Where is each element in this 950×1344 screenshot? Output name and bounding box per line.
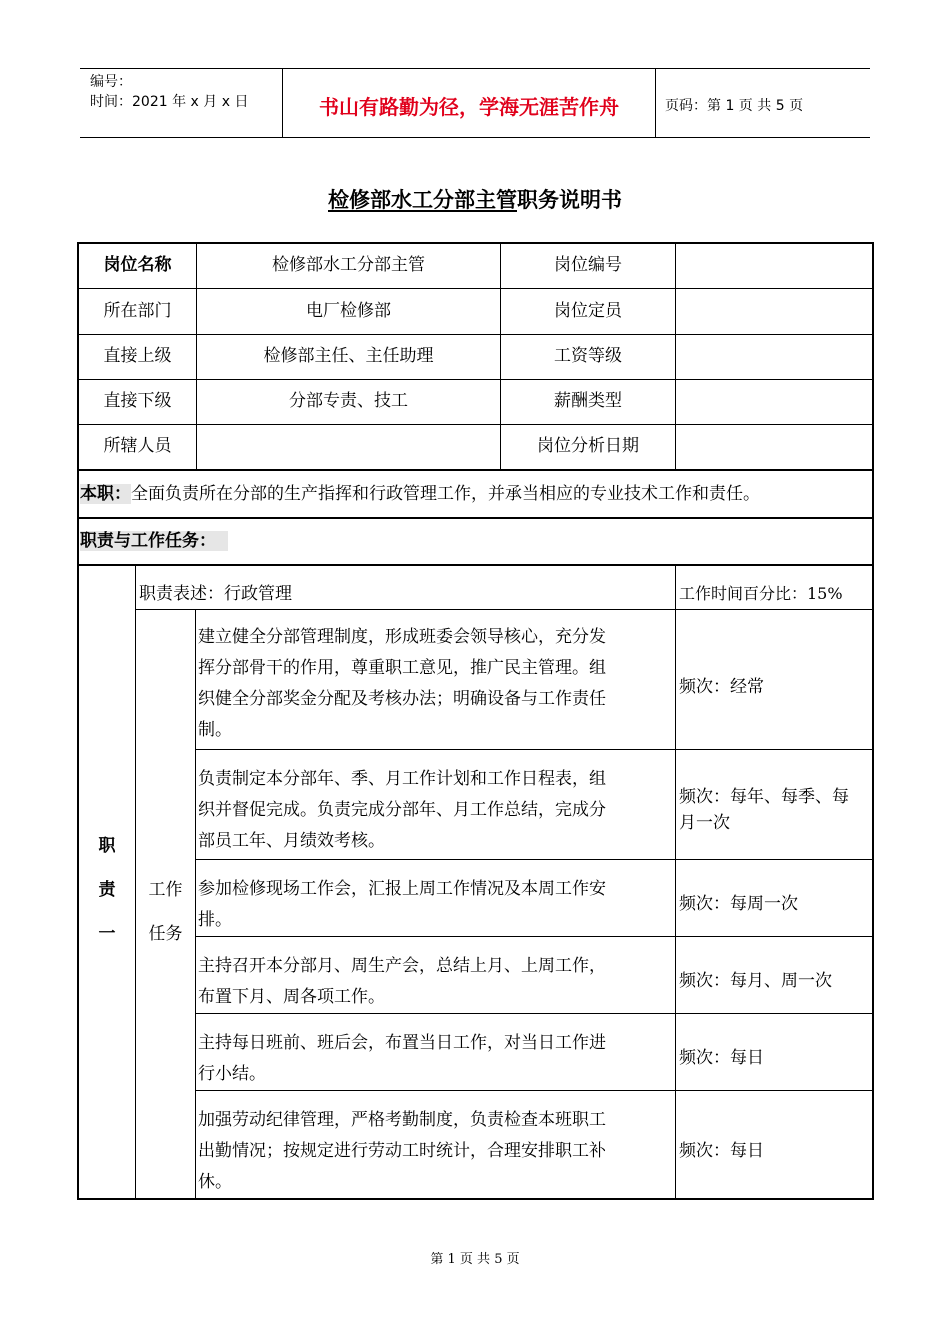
header-motto: 书山有路勤为径，学海无涯苦作舟 [319,95,619,119]
document-title [0,184,950,214]
duty-description: 职责表述：行政管理 [139,584,292,604]
header-page-number: 页码：第 1 页 共 5 页 [665,98,804,114]
duty-side-label: 一 [98,924,116,944]
info-label: 岗位分析日期 [537,436,639,456]
core-text: 全面负责所在分部的生产指挥和行政管理工作，并承当相应的专业技术工作和责任。 [131,484,760,504]
header-motto-cell [282,69,656,137]
document-number-label: 编号： [90,74,132,90]
info-label: 所在部门 [103,301,172,321]
task-text: 参加检修现场工作会，汇报上周工作情况及本周工作安 排。 [198,879,606,930]
row-divider [195,859,874,860]
info-label: 直接下级 [103,391,172,411]
info-label: 直接上级 [103,346,172,366]
row-divider [195,936,874,937]
info-label: 工资等级 [554,346,622,366]
job-description-table [77,242,874,1200]
task-frequency: 频次：每年、每季、每 月一次 [679,787,849,833]
core-responsibility [80,486,760,503]
table-left-border [77,242,79,1200]
info-label: 岗位名称 [103,255,172,275]
row-divider [195,1013,874,1014]
page-footer: 第 1 页 共 5 页 [430,1252,520,1267]
row-divider [77,517,874,519]
table-right-border [872,242,874,1200]
duty-side-label: 责 [98,880,116,900]
task-column-label: 工作 [148,880,183,900]
info-value: 电厂检修部 [306,301,391,321]
task-frequency: 频次：每日 [679,1141,764,1161]
row-divider [135,609,874,610]
info-value: 分部专责、技工 [289,391,408,411]
task-frequency: 频次：经常 [679,677,764,697]
duty-time-percent: 工作时间百分比：15% [679,584,843,603]
row-divider [195,1090,874,1091]
info-label: 薪酬类型 [554,391,622,411]
column-divider [195,610,196,1198]
duties-header-label: 职责与工作任务： [80,531,216,551]
info-label: 岗位编号 [554,255,622,275]
task-frequency: 频次：每周一次 [679,894,798,914]
document-time-label: 时间：2021 年 x 月 x 日 [90,94,249,110]
task-text: 加强劳动纪律管理，严格考勤制度，负责检查本班职工 出勤情况；按规定进行劳动工时统计，合理安排职工补 休。 [198,1110,606,1192]
row-divider [77,564,874,566]
task-frequency: 频次：每月、周一次 [679,971,832,991]
header-page-cell [655,69,870,137]
row-divider [195,749,874,750]
header-meta [80,69,282,137]
info-value: 检修部主任、主任助理 [263,346,434,366]
task-frequency: 频次：每日 [679,1048,764,1068]
info-label: 岗位定员 [554,301,622,321]
duty-side-label: 职 [98,836,116,856]
task-text: 主持召开本分部月、周生产会，总结上月、上周工作， 布置下月、周各项工作。 [198,956,606,1007]
page-header [80,68,870,138]
info-value: 检修部水工分部主管 [272,255,425,275]
task-text: 主持每日班前、班后会，布置当日工作，对当日工作进 行小结。 [198,1033,606,1084]
table-bottom-border [77,1198,874,1200]
column-divider [675,565,676,1198]
core-label: 本职： [80,484,131,504]
title-rest: 职务说明书 [517,188,622,212]
task-column-label: 任务 [148,924,183,944]
duties-header [80,533,228,550]
task-text: 负责制定本分部年、季、月工作计划和工作日程表，组 织并督促完成。负责完成分部年、月工作总结，完成分 部员工年、月绩效考核。 [198,769,606,851]
task-text: 建立健全分部管理制度，形成班委会领导核心，充分发 挥分部骨干的作用，尊重职工意见，推广民主管理。组 织健全分部奖金分配及考核办法；明确设备与工作责任 制。 [198,627,606,740]
column-divider [675,242,676,470]
title-underlined-part: 检修部水工分部主管 [328,188,517,212]
info-label: 所辖人员 [103,436,172,456]
